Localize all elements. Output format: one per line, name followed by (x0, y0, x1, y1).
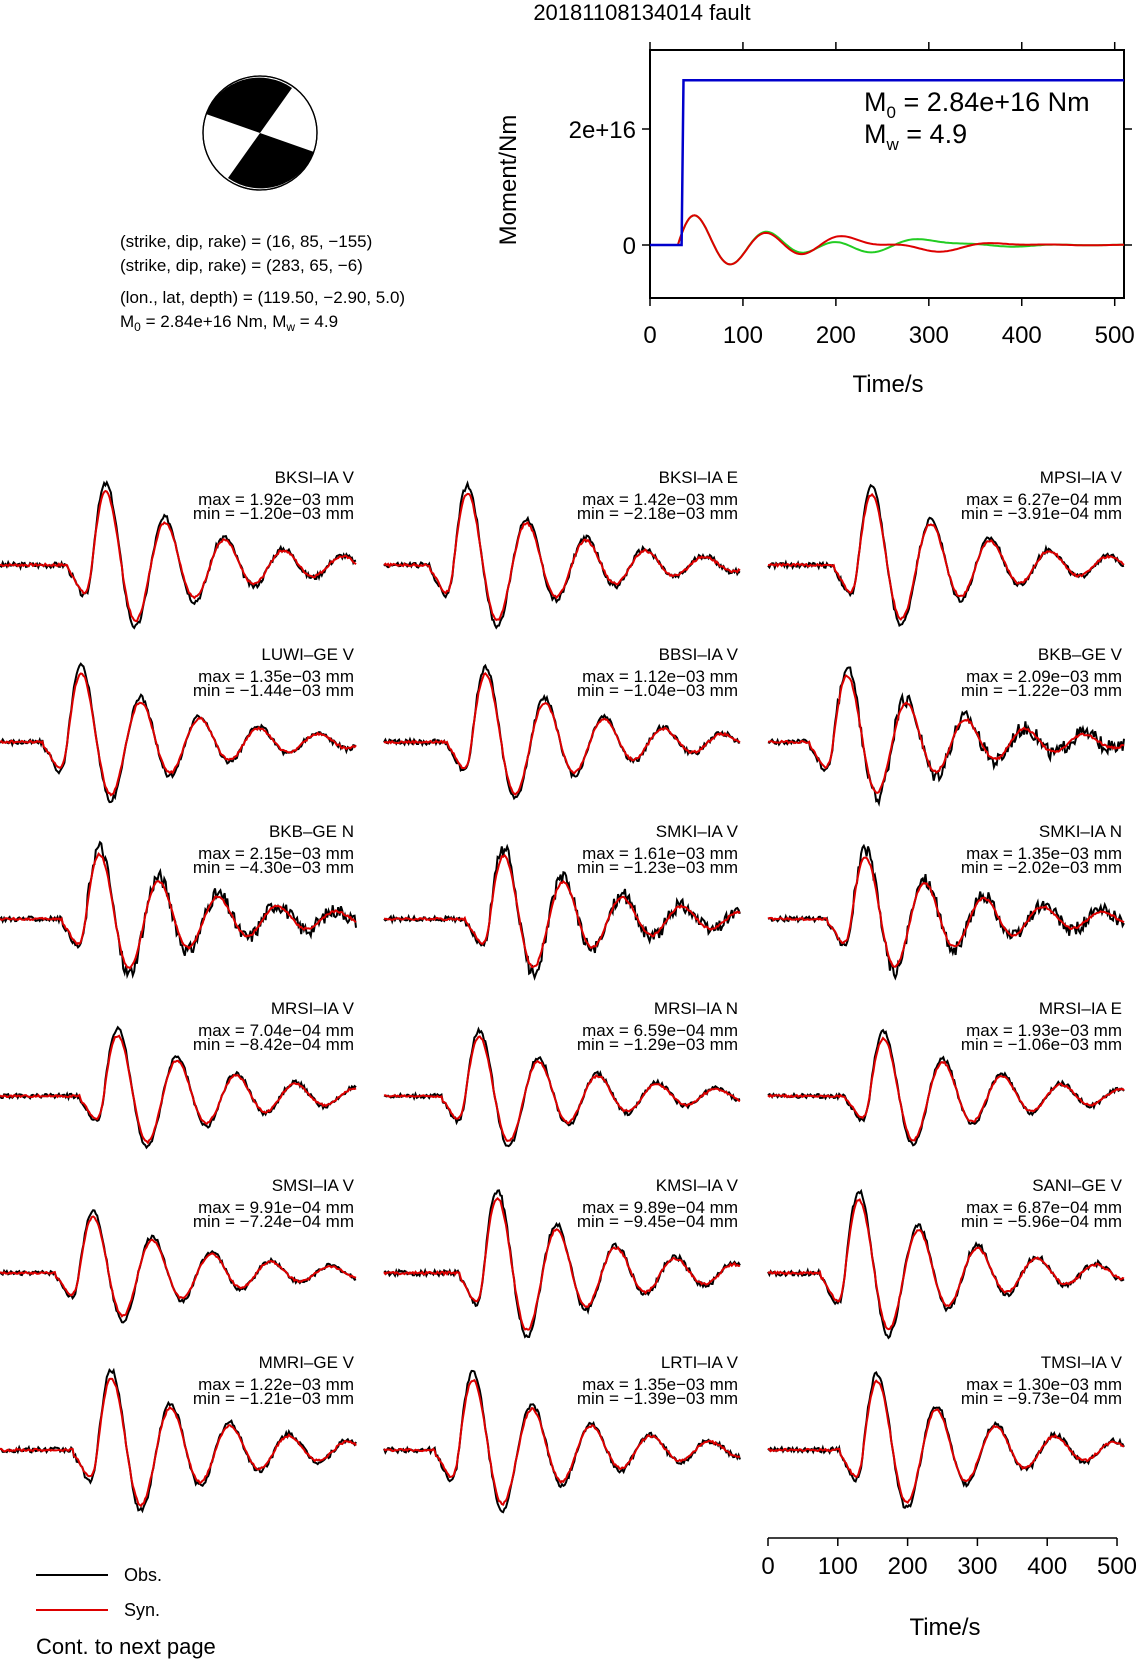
station-label: LRTI–IA V (660, 1353, 738, 1372)
station-label: MRSI–IA V (270, 999, 354, 1018)
waveform-panel (384, 1176, 740, 1337)
moment-annotation-m0: $M_0 = 2.84e+16$ Nm (864, 87, 1090, 122)
station-min: min = −4.30e−03 mm (192, 858, 354, 877)
station-min: min = −3.91e−04 mm (960, 504, 1122, 523)
station-label: BKSI–IA V (274, 468, 354, 487)
station-max: max = 1.35e−03 mm (198, 667, 354, 686)
x-tick-label: 400 (1001, 322, 1042, 349)
x-tick-label: 100 (722, 322, 763, 349)
station-label: KMSI–IA V (655, 1176, 738, 1195)
nodal-plane-2: (strike, dip, rake) = (283, 65, −6) (120, 256, 363, 275)
station-label: MMRI–GE V (258, 1353, 354, 1372)
x-tick-label: 100 (817, 1553, 858, 1580)
waveform-panel (384, 999, 740, 1146)
legend-syn-label: Syn. (124, 1600, 161, 1620)
waveform-panel (384, 468, 740, 628)
station-max: max = 1.42e−03 mm (582, 490, 738, 509)
waveform-panel (768, 1353, 1124, 1508)
x-tick-label: 500 (1094, 322, 1135, 349)
station-min: min = −1.39e−03 mm (576, 1389, 738, 1408)
station-max: max = 1.92e−03 mm (198, 490, 354, 509)
station-max: max = 1.22e−03 mm (198, 1375, 354, 1394)
station-label: MRSI–IA E (1038, 999, 1122, 1018)
station-min: min = −2.18e−03 mm (576, 504, 738, 523)
moment-xlabel: Time/s (852, 371, 924, 398)
station-min: min = −7.24e−04 mm (192, 1212, 354, 1231)
waveform-grid (0, 468, 1124, 1512)
station-min: min = −1.21e−03 mm (192, 1389, 354, 1408)
legend (36, 1565, 162, 1620)
moment-summary: $M_0 = 2.84e+16$ Nm, $M_w = 4.9$ (120, 312, 339, 334)
waveform-panel (768, 645, 1124, 803)
station-min: min = −1.23e−03 mm (576, 858, 738, 877)
waveform-panel (0, 822, 356, 975)
x-tick-label: 0 (643, 322, 657, 349)
waveform-panel (0, 468, 356, 628)
station-min: min = −1.06e−03 mm (960, 1035, 1122, 1054)
station-label: MRSI–IA N (653, 999, 738, 1018)
station-label: LUWI–GE V (261, 645, 354, 664)
x-tick-label: 500 (1096, 1553, 1138, 1580)
continue-note: Cont. to next page (36, 1634, 216, 1659)
station-label: BBSI–IA V (658, 645, 738, 664)
station-min: min = −1.20e−03 mm (192, 504, 354, 523)
station-max: max = 1.12e−03 mm (582, 667, 738, 686)
waveform-xlabel: Time/s (909, 1614, 981, 1641)
waveform-panel (384, 822, 740, 978)
x-tick-label: 200 (887, 1553, 928, 1580)
station-max: max = 1.61e−03 mm (582, 844, 738, 863)
station-min: min = −8.42e−04 mm (192, 1035, 354, 1054)
waveform-panel (768, 1176, 1124, 1338)
station-max: max = 6.27e−04 mm (966, 490, 1122, 509)
waveform-panel (768, 999, 1124, 1145)
waveform-panel (0, 1176, 356, 1322)
station-max: max = 6.87e−04 mm (966, 1198, 1122, 1217)
station-max: max = 1.93e−03 mm (966, 1021, 1122, 1040)
station-max: max = 2.15e−03 mm (198, 844, 354, 863)
synthetic-trace (0, 1217, 356, 1317)
nodal-plane-1: (strike, dip, rake) = (16, 85, −155) (120, 232, 373, 251)
waveform-panel (0, 1353, 356, 1511)
station-max: max = 9.89e−04 mm (582, 1198, 738, 1217)
moment-annotation-mw: $M_w = 4.9$ (864, 119, 968, 154)
moment-ylabel: Moment/Nm (495, 114, 522, 246)
x-tick-label: 300 (957, 1553, 998, 1580)
x-tick-label: 400 (1027, 1553, 1068, 1580)
waveform-panel (384, 1353, 740, 1512)
hypocenter-text: (lon., lat, depth) = (119.50, −2.90, 5.0) (120, 288, 406, 307)
stf-red-line (650, 215, 1124, 264)
moment-chart (495, 42, 1135, 398)
station-min: min = −9.73e−04 mm (960, 1389, 1122, 1408)
waveform-time-axis (761, 1538, 1137, 1580)
x-tick-label: 0 (761, 1553, 775, 1580)
station-label: BKB–GE N (268, 822, 354, 841)
station-label: SANI–GE V (1032, 1176, 1122, 1195)
station-min: min = −1.22e−03 mm (960, 681, 1122, 700)
station-min: min = −1.29e−03 mm (576, 1035, 738, 1054)
station-label: BKB–GE V (1037, 645, 1122, 664)
waveform-panel (768, 822, 1124, 978)
waveform-panel (384, 645, 740, 798)
station-label: MPSI–IA V (1039, 468, 1122, 487)
figure-title: 20181108134014 fault (533, 0, 751, 25)
station-min: min = −2.02e−03 mm (960, 858, 1122, 877)
station-min: min = −5.96e−04 mm (960, 1212, 1122, 1231)
station-min: min = −1.44e−03 mm (192, 681, 354, 700)
station-max: max = 1.35e−03 mm (582, 1375, 738, 1394)
beachball-icon (203, 76, 317, 190)
station-min: min = −9.45e−04 mm (576, 1212, 738, 1231)
station-label: BKSI–IA E (658, 468, 738, 487)
station-max: max = 9.91e−04 mm (198, 1198, 354, 1217)
waveform-panel (768, 468, 1124, 626)
station-label: TMSI–IA V (1040, 1353, 1122, 1372)
x-tick-label: 300 (908, 322, 949, 349)
station-min: min = −1.04e−03 mm (576, 681, 738, 700)
y-tick-label: 2e+16 (568, 117, 636, 144)
station-max: max = 2.09e−03 mm (966, 667, 1122, 686)
station-label: SMKI–IA V (655, 822, 738, 841)
waveform-panel (0, 645, 356, 802)
station-max: max = 1.35e−03 mm (966, 844, 1122, 863)
legend-obs-label: Obs. (124, 1565, 163, 1585)
x-tick-label: 200 (815, 322, 856, 349)
station-max: max = 6.59e−04 mm (582, 1021, 738, 1040)
y-tick-label: 0 (622, 233, 636, 260)
station-max: max = 1.30e−03 mm (966, 1375, 1122, 1394)
waveform-panel (0, 999, 356, 1148)
station-max: max = 7.04e−04 mm (198, 1021, 354, 1040)
station-label: SMKI–IA N (1038, 822, 1122, 841)
station-label: SMSI–IA V (271, 1176, 354, 1195)
